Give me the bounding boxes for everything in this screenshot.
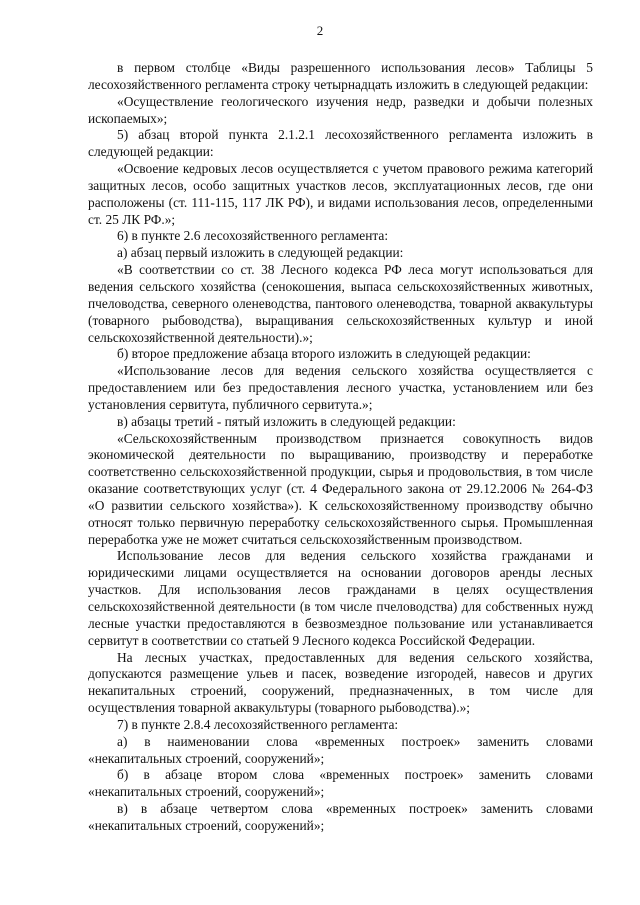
- paragraph: «Освоение кедровых лесов осуществляется с учетом правового режима категорий защитных лесов, особо защитных участков лесов, эксплуатационных лесов, где они расположены (ст. 111-115, 117 ЛК РФ), и видами использования лесов, определенными ст. 25 ЛК РФ.»;: [88, 161, 593, 227]
- paragraph: в) в абзаце четвертом слова «временных построек» заменить словами «некапитальных строений, сооружений»;: [88, 801, 593, 833]
- paragraph: б) второе предложение абзаца второго изложить в следующей редакции:: [117, 346, 531, 362]
- paragraph: «Сельскохозяйственным производством признается совокупность видов экономической деятельности по выращиванию, производству и переработке соответственно сельскохозяйственной продукции, сырья и продовольствия, в том числе оказание соответствующих услуг (ст. 4 Федерального закона от 29.12.2006 № 264-ФЗ «О развитии сельского хозяйства»). К сельскохозяйственному производству обычно относят только первичную переработку сельскохозяйственного сырья. Промышленная переработка уже не может считаться сельскохозяйственным производством.: [88, 430, 593, 547]
- paragraph: б) в абзаце втором слова «временных построек» заменить словами «некапитальных строений, сооружений»;: [88, 767, 593, 800]
- paragraph: в первом столбце «Виды разрешенного использования лесов» Таблицы 5 лесохозяйственного регламента строку четырнадцать изложить в следующей редакции:: [88, 60, 593, 92]
- paragraph: «Использование лесов для ведения сельского хозяйства осуществляется с предоставлением или без предоставления лесного участка, установлением или без установления сервитута, публичного сервитута.»;: [88, 363, 593, 412]
- paragraph: а) абзац первый изложить в следующей редакции:: [117, 245, 404, 261]
- paragraph: Использование лесов для ведения сельского хозяйства гражданами и юридическими лицами осуществляется на основании договоров аренды лесных участков. Для использования лесов гражданами в целях осуществления сельскохозяйственной деятельности (в том числе пчеловодства) для собственных нужд лесные участки предоставляются в безвозмездное пользование или устанавливается сервитут в соответствии со статьей 9 Лесного кодекса Российской Федерации.: [88, 548, 593, 648]
- paragraph: а) в наименовании слова «временных построек» заменить словами «некапитальных строений, сооружений»;: [88, 733, 593, 766]
- document-body: [88, 60, 593, 835]
- paragraph: «Осуществление геологического изучения недр, разведки и добычи полезных ископаемых»;: [88, 93, 593, 126]
- paragraph: в) абзацы третий - пятый изложить в следующей редакции:: [117, 413, 456, 429]
- paragraph: «В соответствии со ст. 38 Лесного кодекса РФ леса могут использоваться для ведения сельского хозяйства (сенокошения, выпаса сельскохозяйственных животных, пчеловодства, северного оленеводства, пантового оленеводства, товарной аквакультуры (товарного рыбоводства), выращивания сельскохозяйственных культур и иной сельскохозяйственной деятельности).»;: [88, 262, 593, 345]
- paragraph: 5) абзац второй пункта 2.1.2.1 лесохозяйственного регламента изложить в следующей редакции:: [88, 127, 593, 160]
- paragraph: 6) в пункте 2.6 лесохозяйственного регламента:: [117, 228, 389, 244]
- paragraph: 7) в пункте 2.8.4 лесохозяйственного регламента:: [117, 716, 399, 732]
- page-number: 2: [316, 23, 324, 38]
- paragraph: На лесных участках, предоставленных для ведения сельского хозяйства, допускаются размещение ульев и пасек, возведение изгородей, навесов и других некапитальных строений, сооружений, предназначенных, в том числе для осуществления товарной аквакультуры (товарного рыбоводства).»;: [88, 649, 593, 716]
